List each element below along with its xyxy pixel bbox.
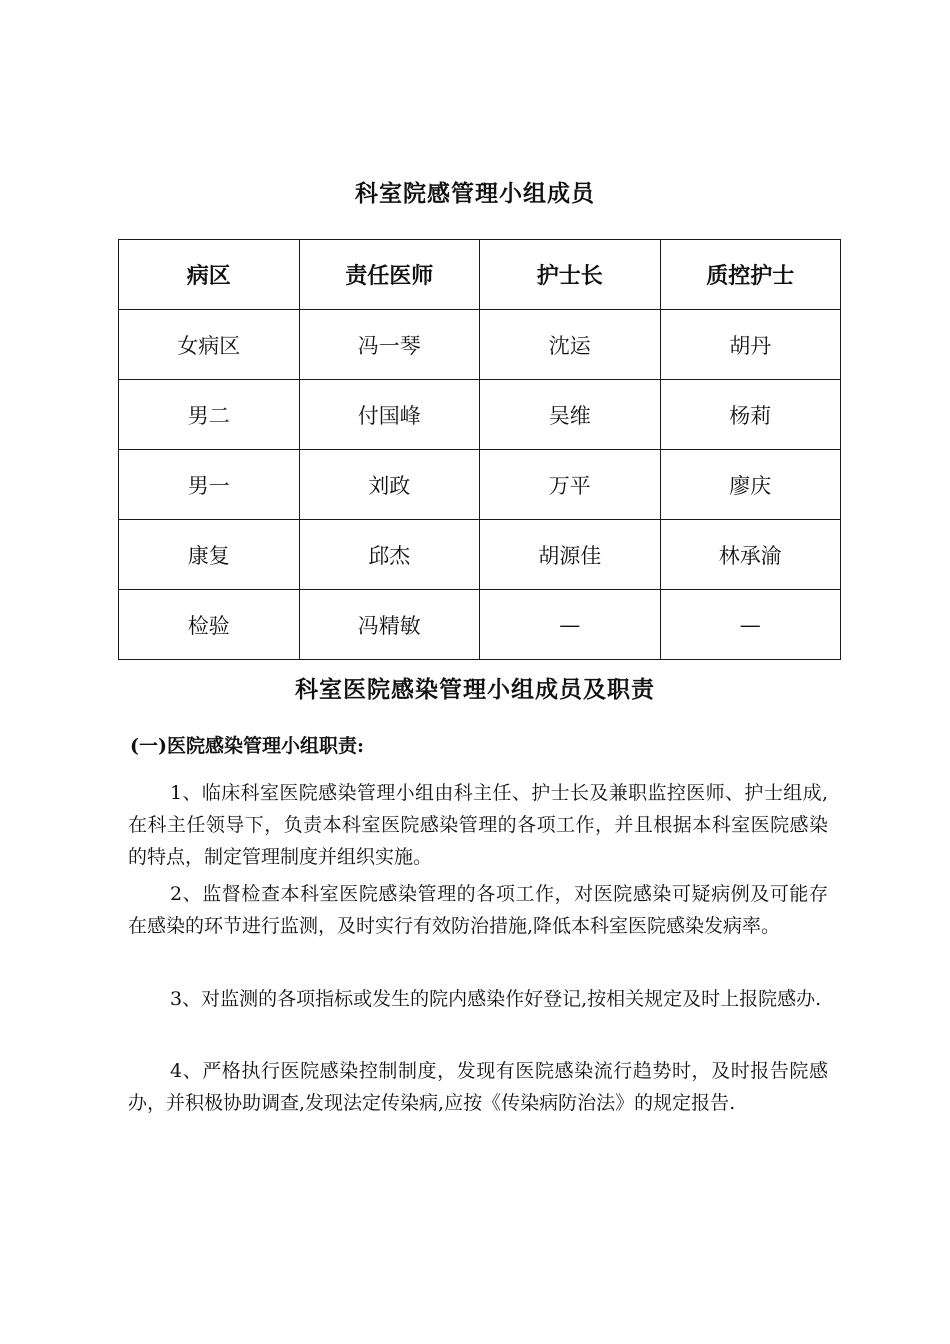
members-table xyxy=(118,239,841,660)
table-cell: 沈运 xyxy=(480,310,661,380)
column-header: 质控护士 xyxy=(660,240,841,310)
table-cell: 林承渝 xyxy=(660,520,841,590)
table-cell: 康复 xyxy=(119,520,300,590)
table-cell: 胡丹 xyxy=(660,310,841,380)
table-cell: 检验 xyxy=(119,590,300,660)
page-title: 科室院感管理小组成员 xyxy=(355,180,595,207)
table-cell: 男二 xyxy=(119,380,300,450)
table-cell: 邱杰 xyxy=(299,520,480,590)
table-cell: 女病区 xyxy=(119,310,300,380)
table-cell: — xyxy=(660,590,841,660)
column-header: 病区 xyxy=(119,240,300,310)
table-cell: 廖庆 xyxy=(660,450,841,520)
table-header-row xyxy=(119,240,841,310)
table-row xyxy=(119,380,841,450)
table-cell: 冯一琴 xyxy=(299,310,480,380)
column-header: 护士长 xyxy=(480,240,661,310)
table-cell: 冯精敏 xyxy=(299,590,480,660)
table-cell: 男一 xyxy=(119,450,300,520)
table-cell: 杨莉 xyxy=(660,380,841,450)
section-heading: (一)医院感染管理小组职责: xyxy=(130,735,364,757)
duty-paragraph: 1、临床科室医院感染管理小组由科主任、护士长及兼职监控医师、护士组成,在科主任领导下，负责本科室医院感染管理的各项工作，并且根据本科室医院感染的特点，制定管理制度并组织实施。 xyxy=(128,782,828,868)
duty-paragraph: 3、对监测的各项指标或发生的院内感染作好登记,按相关规定及时上报院感办. xyxy=(170,988,822,1010)
duty-paragraph: 4、严格执行医院感染控制制度，发现有医院感染流行趋势时，及时报告院感办，并积极协助调查,发现法定传染病,应按《传染病防治法》的规定报告. xyxy=(128,1060,828,1114)
table-cell: — xyxy=(480,590,661,660)
table-cell: 刘政 xyxy=(299,450,480,520)
section-title: 科室医院感染管理小组成员及职责 xyxy=(295,676,655,703)
table-cell: 胡源佳 xyxy=(480,520,661,590)
table-row xyxy=(119,520,841,590)
table-cell: 付国峰 xyxy=(299,380,480,450)
table-cell: 万平 xyxy=(480,450,661,520)
table-row xyxy=(119,310,841,380)
table-cell: 吴维 xyxy=(480,380,661,450)
duty-paragraph: 2、监督检查本科室医院感染管理的各项工作，对医院感染可疑病例及可能存在感染的环节进行监测，及时实行有效防治措施,降低本科室医院感染发病率。 xyxy=(128,883,828,937)
column-header: 责任医师 xyxy=(299,240,480,310)
table-row xyxy=(119,450,841,520)
table-row xyxy=(119,590,841,660)
